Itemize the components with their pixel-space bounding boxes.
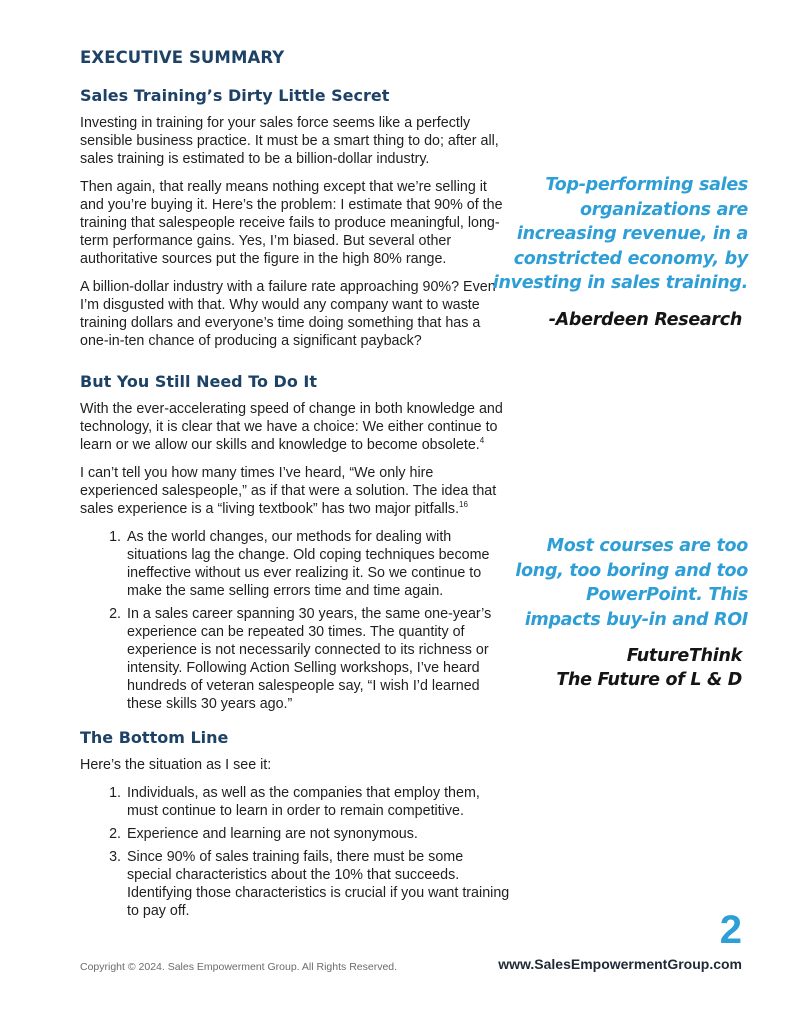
paragraph: Then again, that really means nothing except that we’re selling it and you’re buying it. Here’s the problem: I estimate that 90% of the training that salespeople receive fails to produce meaningful, long-term performance gains. Yes, I’m biased. But several other authoritative sources put the figure in the high 80% range. [80,179,503,267]
list-item: 2. In a sales career spanning 30 years, the same one-year’s experience can be repeated 30 times. The quantity of experience is not necessarily connected to its richness or intensity. Following Action Selling workshops, I’ve heard hundreds of veteran salespeople say, “I wish I’d learned these skills 30 years ago.” [125,605,510,713]
website-link[interactable]: www.SalesEmpowermentGroup.com [498,956,742,972]
list-item: 3. Since 90% of sales training fails, there must be some special characteristics about the 10% that succeeds. Identifying those characteristics is crucial if you want training to pay off. [125,848,510,920]
bottom-line-list [80,784,510,920]
paragraph-text: With the ever-accelerating speed of change in both knowledge and technology, it is clear that we have a choice: We either continue to learn or we allow our skills and knowledge to become obsolete. [80,401,503,453]
paragraph: A billion-dollar industry with a failure rate approaching 90%? Even I’m disgusted with that. Why would any company want to waste training dollars and everyone’s time doing something that has a one-in-ten chance of producing a significant payback? [80,279,496,349]
pitfalls-list [80,528,510,713]
footnote-ref: 16 [459,500,468,510]
quote-line: Top-performing sales [545,175,748,195]
list-item: 2. Experience and learning are not synonymous. [125,825,510,843]
quote-line: constricted economy, by [513,248,748,269]
quote-line: Most courses are too [546,536,748,556]
quote-line: investing in sales training. [492,273,748,293]
paragraph: Here’s the situation as I see it: [80,757,272,773]
quote-line: long, too boring and too [515,560,748,581]
copyright-notice: Copyright © 2024. Sales Empowerment Group. All Rights Reserved. [80,961,398,973]
paragraph: Investing in training for your sales force seems like a perfectly sensible business practice. It must be a smart thing to do; after all, sales training is estimated to be a billion-dollar industry. [80,115,499,167]
paragraph [80,464,510,518]
pull-quote-aberdeen [493,173,748,332]
pull-quote-futurethink [515,534,748,692]
paragraph [80,400,510,454]
list-item: 1. As the world changes, our methods for dealing with situations lag the change. Old coping techniques become ineffective without us ever realizing it. So we continue to make the same selling errors time and time again. [125,528,510,600]
main-column [80,86,510,929]
quote-line: increasing revenue, in a [516,224,748,244]
section-title-still-need: But You Still Need To Do It [80,372,317,391]
paragraph-text: I can’t tell you how many times I’ve heard, “We only hire experienced salespeople,” as if that were a solution. The idea that sales experience is a “living textbook” has two major pitfalls. [80,465,497,517]
page-number: 2 [719,908,742,952]
quote-line: organizations are [579,199,748,220]
section-title-dirty-secret: Sales Training’s Dirty Little Secret [80,86,390,105]
quote-line: PowerPoint. This [586,585,748,605]
quote-source: -Aberdeen Research [548,309,742,330]
quote-source: FutureThink [626,646,742,666]
list-item: 1. Individuals, as well as the companies that employ them, must continue to learn in order to remain competitive. [125,784,510,820]
page-heading: EXECUTIVE SUMMARY [80,48,285,67]
section-title-bottom-line: The Bottom Line [80,728,229,747]
quote-line: impacts buy-in and ROI [524,609,748,630]
footnote-ref: 4 [479,436,485,446]
quote-source: The Future of L & D [556,670,742,690]
